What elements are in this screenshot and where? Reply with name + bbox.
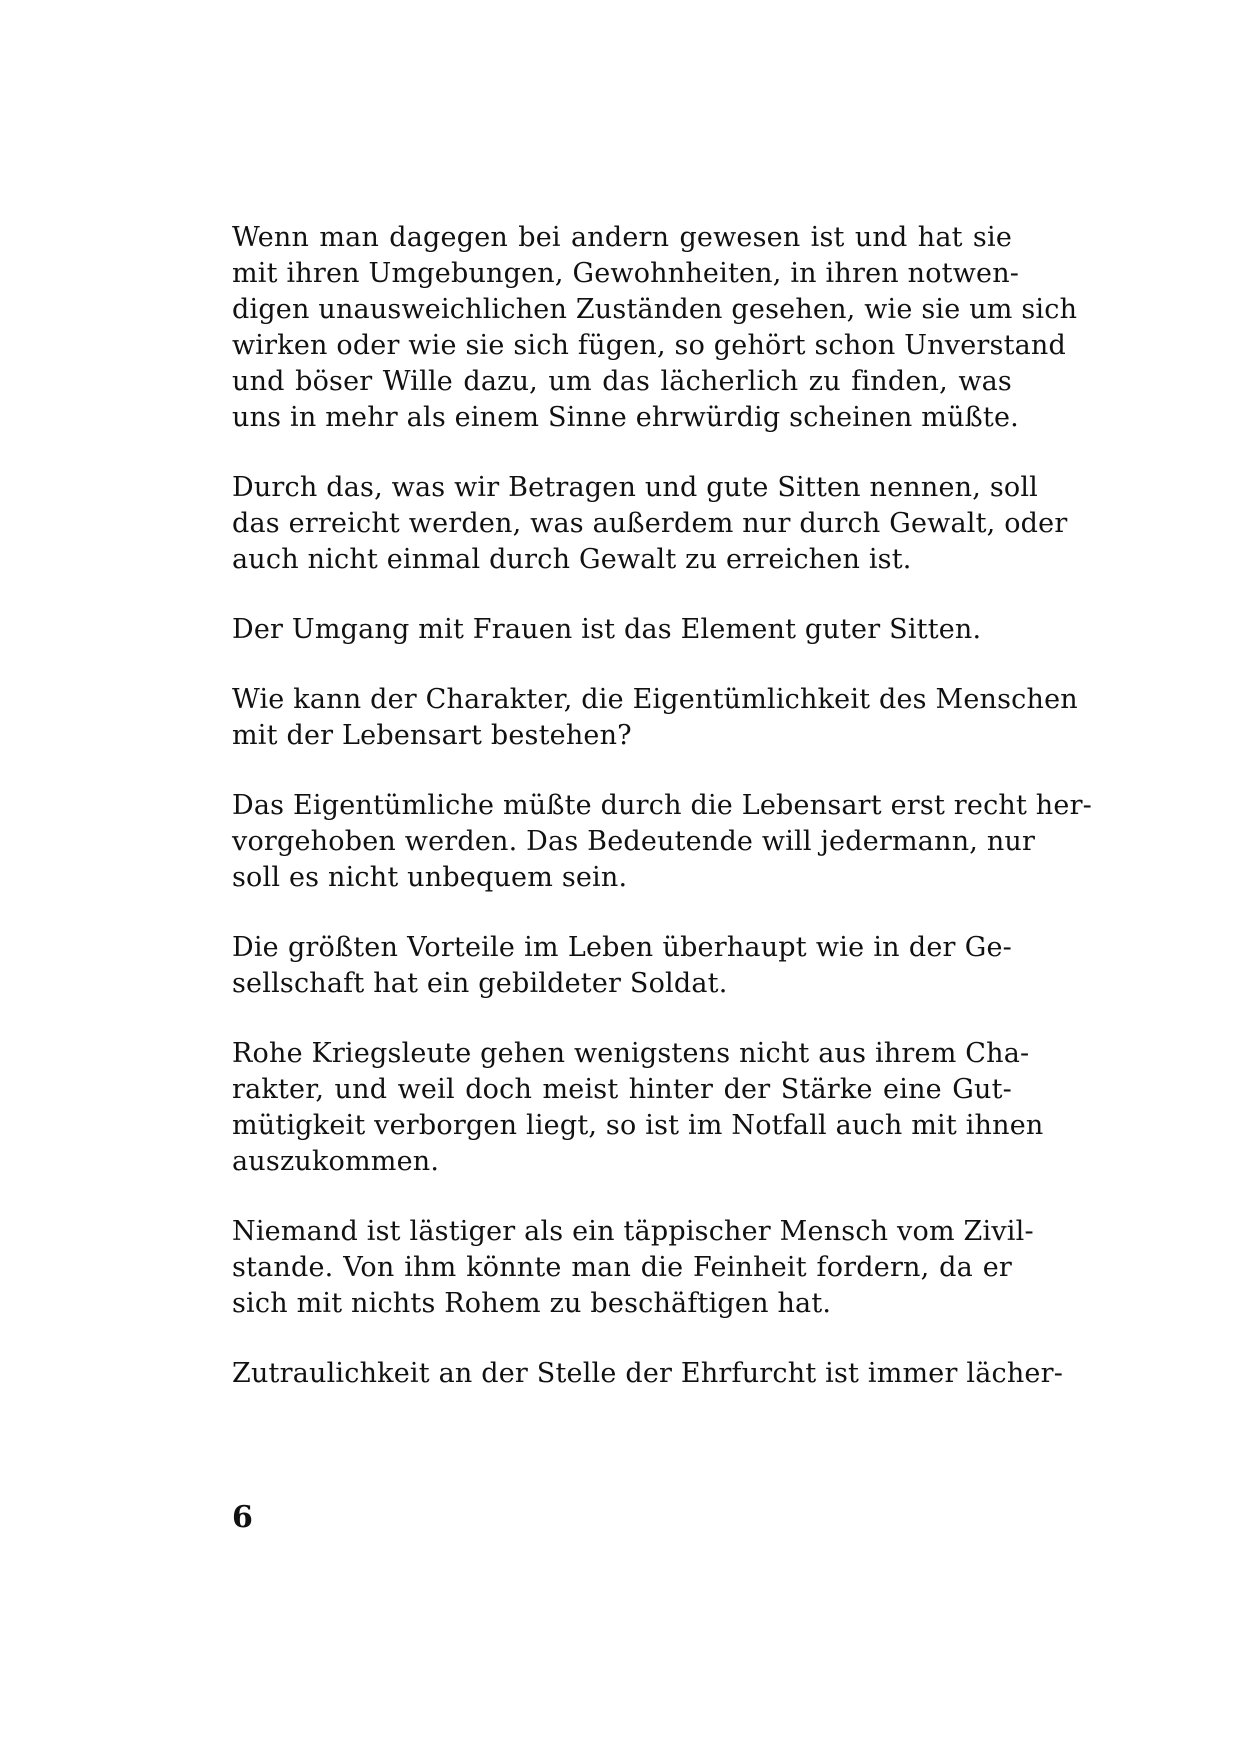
- text-line: Der Umgang mit Frauen ist das Element guter Sitten.: [232, 614, 982, 645]
- paragraph-6: [232, 930, 1012, 1002]
- text-line: stande. Von ihm könnte man die Feinheit fordern, da er: [232, 1252, 1012, 1283]
- text-line: auszukommen.: [232, 1146, 440, 1177]
- text-line: mit ihren Umgebungen, Gewohnheiten, in ihren notwen-: [232, 258, 1020, 289]
- text-line: Zutraulichkeit an der Stelle der Ehrfurcht ist immer lächer-: [232, 1358, 1064, 1389]
- text-line: wirken oder wie sie sich fügen, so gehört schon Unverstand: [232, 330, 1067, 361]
- text-line: sich mit nichts Rohem zu beschäftigen hat.: [232, 1288, 832, 1319]
- text-line: Wenn man dagegen bei andern gewesen ist und hat sie: [232, 222, 1012, 253]
- text-line: mit der Lebensart bestehen?: [232, 720, 632, 751]
- paragraph-8: [232, 1214, 1034, 1322]
- text-line: uns in mehr als einem Sinne ehrwürdig scheinen müßte.: [232, 402, 1019, 433]
- text-line: Niemand ist lästiger als ein täppischer Mensch vom Zivil-: [232, 1216, 1034, 1247]
- text-line: Das Eigentümliche müßte durch die Lebensart erst recht her-: [232, 790, 1093, 821]
- text-line: vorgehoben werden. Das Bedeutende will jedermann, nur: [232, 826, 1036, 857]
- paragraph-5: [232, 788, 1093, 896]
- paragraph-7: [232, 1036, 1044, 1180]
- paragraph-1: [232, 220, 1078, 436]
- text-line: rakter, und weil doch meist hinter der Stärke eine Gut-: [232, 1074, 1012, 1105]
- paragraph-2: [232, 470, 1068, 578]
- paragraph-4: [232, 682, 1078, 754]
- text-line: digen unausweichlichen Zuständen gesehen, wie sie um sich: [232, 294, 1078, 325]
- paragraph-3: [232, 612, 1012, 648]
- body-text: [232, 220, 1093, 1426]
- paragraph-9: [232, 1356, 1064, 1392]
- text-line: sellschaft hat ein gebildeter Soldat.: [232, 968, 728, 999]
- text-line: Durch das, was wir Betragen und gute Sitten nennen, soll: [232, 472, 1038, 503]
- page-number: 6: [232, 1500, 253, 1535]
- text-line: das erreicht werden, was außerdem nur durch Gewalt, oder: [232, 508, 1068, 539]
- text-line: soll es nicht unbequem sein.: [232, 862, 628, 893]
- text-line: Die größten Vorteile im Leben überhaupt wie in der Ge-: [232, 932, 1012, 963]
- text-line: mütigkeit verborgen liegt, so ist im Notfall auch mit ihnen: [232, 1110, 1044, 1141]
- text-line: auch nicht einmal durch Gewalt zu erreichen ist.: [232, 544, 912, 575]
- text-line: und böser Wille dazu, um das lächerlich zu finden, was: [232, 366, 1012, 397]
- text-line: Rohe Kriegsleute gehen wenigstens nicht aus ihrem Cha-: [232, 1038, 1030, 1069]
- text-line: Wie kann der Charakter, die Eigentümlichkeit des Menschen: [232, 684, 1078, 715]
